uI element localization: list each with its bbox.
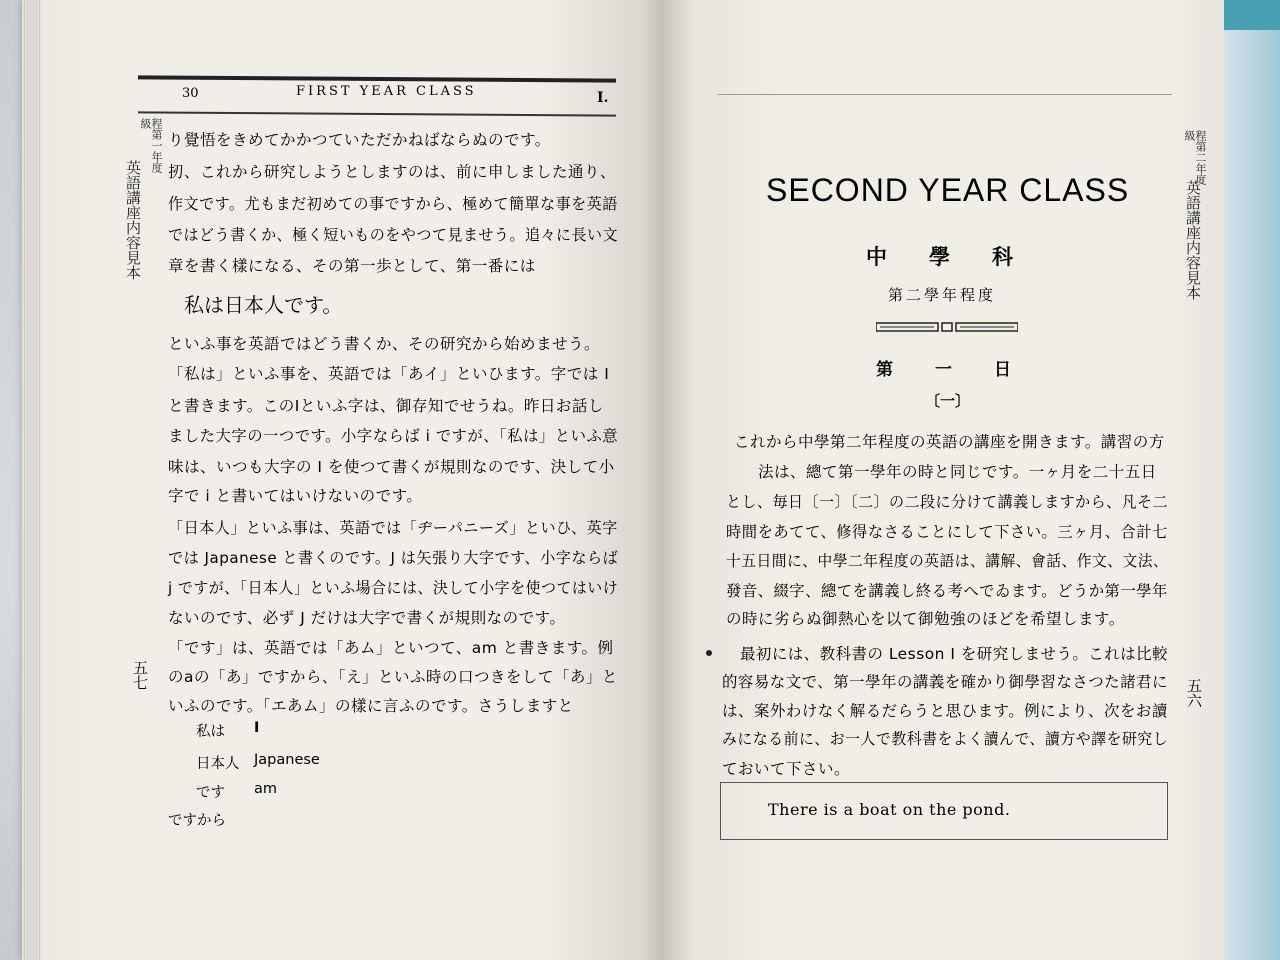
- text-line: 的容易な文で、第一學年の講義を確かり御學習なさつた諸君に: [722, 673, 1168, 691]
- text-line: これから中學第二年程度の英語の講座を開きます。講習の方: [734, 433, 1165, 451]
- text-line: ないのです、必ず J だけは大字で書くが規則なのです。: [168, 609, 566, 627]
- side-page-number: 五六: [1185, 678, 1203, 708]
- boxed-sentence: There is a boat on the pond.: [768, 800, 1011, 819]
- text-line: 時間をあてて、修得なさることにして下さい。三ヶ月、合計七: [726, 523, 1168, 541]
- running-header-roman: I.: [597, 90, 609, 106]
- running-header-page-number: 30: [182, 86, 199, 101]
- text-line: いふのです。「エあム」の樣に言ふのです。さうしますと: [168, 697, 574, 715]
- vocab-jp: です: [196, 785, 225, 801]
- text-line: 字で i と書いてはいけないのです。: [168, 487, 423, 505]
- grade-label: 第二學年程度: [888, 286, 997, 304]
- text-line: 「日本人」といふ事は、英語では「ヂーパニーズ」といひ、英字: [168, 519, 618, 537]
- teal-object: [1220, 0, 1280, 30]
- text-line: は、案外わけなく解るだらうと思ひます。例により、次をお讀: [722, 702, 1168, 720]
- text-line: とし、毎日〔一〕〔二〕の二段に分けて講義しますから、凡そ二: [726, 493, 1169, 511]
- text-line: と書きます。このIといふ字は、御存知でせうね。昨日お話し: [168, 397, 604, 415]
- vocab-en: I: [254, 720, 260, 736]
- text-line: 作文です。尤もまだ初めての事ですから、極めて簡單な事を英語: [168, 195, 618, 213]
- text-line: j ですが、「日本人」といふ場合には、決して小字を使つてはいけ: [168, 579, 619, 597]
- example-sentence: 私は日本人です。: [184, 293, 343, 317]
- text-line: 十五日間に、中學二年程度の英語は、講解、會話、作文、文法、: [726, 552, 1169, 570]
- text-line: では Japanese と書くのです。J は矢張り大字です、小字ならば: [168, 549, 619, 567]
- text-line: 「です」は、英語では「あム」といつて、am と書きます。例: [168, 639, 614, 657]
- vocab-jp: ですから: [168, 813, 226, 829]
- subtitle: 中學科: [866, 245, 1055, 269]
- vocab-en: Japanese: [254, 752, 320, 768]
- text-line: ではどう書くか、極く短いものをやつて見ませう。追々に長い文: [168, 226, 619, 244]
- side-page-number: 五七: [131, 660, 149, 690]
- text-line: のaの「あ」ですから、「え」といふ時の口つきをして「あ」と: [168, 668, 618, 686]
- text-line: ておいて下さい。: [722, 760, 851, 778]
- header-rule: [718, 94, 1172, 95]
- running-header-title: FIRST YEAR CLASS: [296, 84, 477, 99]
- text-line: 「私は」といふ事を、英語では「あイ」といひます。字では I: [168, 365, 610, 383]
- text-line: 味は、いつも大字の I を使つて書くが規則なのです、決して小: [168, 458, 615, 476]
- text-line: 發音、綴字、總てを講義し終る考へでゐます。どうか第一學年: [726, 582, 1168, 600]
- text-line: みになる前に、お一人で教科書をよく讀んで、讀方や譯を研究し: [722, 730, 1169, 748]
- margin-note-small: 程第一年度級: [139, 118, 163, 173]
- text-line: 法は、總て第一學年の時と同じです。一ヶ月を二十五日: [758, 463, 1157, 481]
- text-line: といふ事を英語ではどう書くか、その研究から始めませう。: [168, 335, 601, 353]
- page-title: SECOND YEAR CLASS: [766, 172, 1130, 208]
- vocab-en: am: [254, 781, 278, 797]
- text-line: り覺悟をきめてかかつていただかねばならぬのです。: [168, 131, 551, 149]
- text-line: 章を書く樣になる、その第一歩として、第一番には: [168, 257, 536, 275]
- margin-note-large: 英語講座内容見本: [124, 160, 142, 280]
- text-line: 最初には、教科書の Lesson I を研究しませう。これは比較: [740, 645, 1168, 663]
- day-heading: 第一日: [876, 360, 1053, 380]
- vocab-jp: 日本人: [196, 756, 240, 772]
- text-line: ました大字の一つです。小字ならば i ですが、「私は」といふ意: [168, 427, 619, 445]
- text-line: 扨、これから研究しようとしますのは、前に申しました通り、: [168, 163, 617, 181]
- margin-note-small: 程第二年度級: [1183, 130, 1207, 185]
- page-stack-edge: [22, 0, 42, 960]
- text-line: の時に劣らぬ御熱心を以て御勉強のほどを希望します。: [726, 610, 1125, 628]
- margin-note-large: 英語講座内容見本: [1184, 180, 1202, 300]
- vocab-jp: 私は: [196, 724, 225, 740]
- ink-dot: [706, 650, 712, 656]
- decorative-rule-icon: [876, 322, 1018, 332]
- section-heading: 〔一〕: [925, 392, 971, 410]
